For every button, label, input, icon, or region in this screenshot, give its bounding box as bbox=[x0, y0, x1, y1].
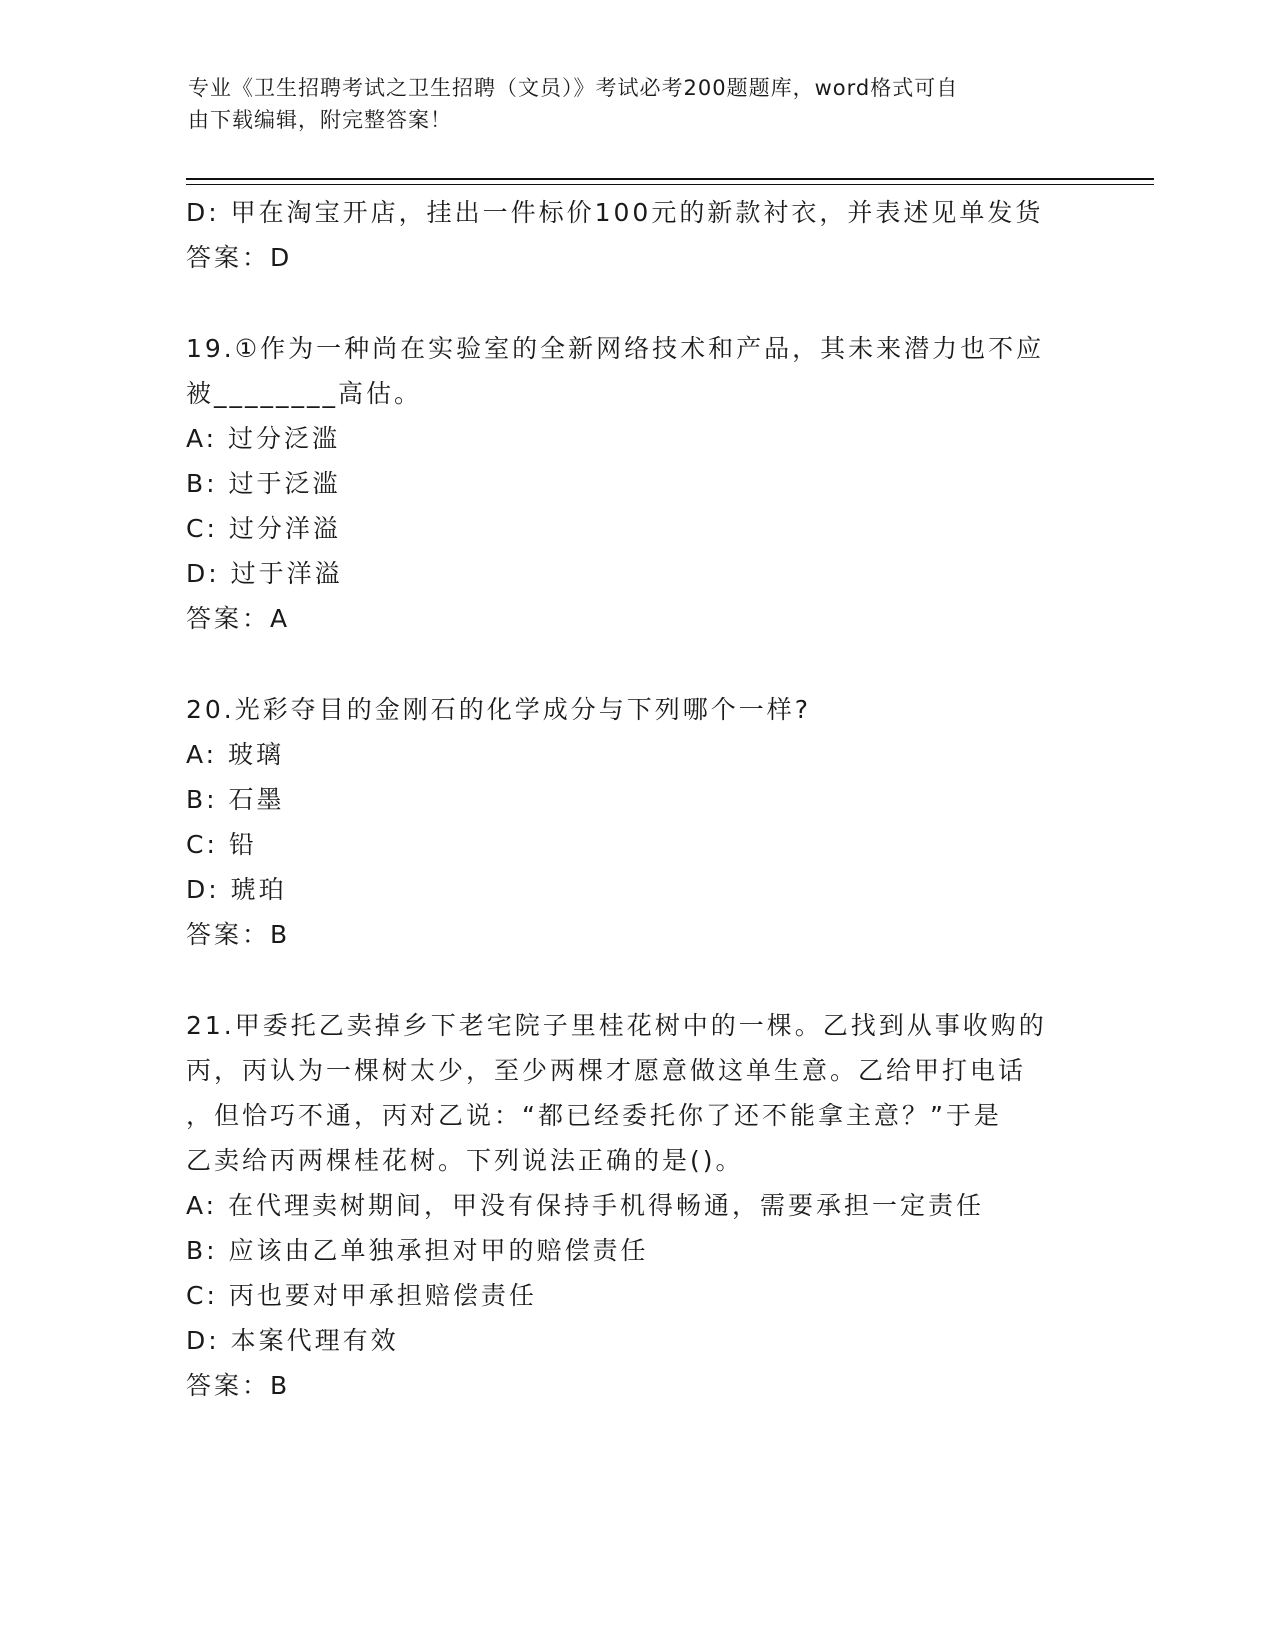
question-19 bbox=[186, 326, 1086, 641]
question-21-option-c: C: 丙也要对甲承担赔偿责任 bbox=[186, 1281, 537, 1310]
document-header bbox=[188, 72, 1068, 136]
question-20-option-a: A: 玻璃 bbox=[186, 740, 285, 769]
question-20-option-b: B: 石墨 bbox=[186, 785, 285, 814]
question-21-option-a: A: 在代理卖树期间，甲没有保持手机得畅通，需要承担一定责任 bbox=[186, 1191, 985, 1220]
question-21-stem-line-1: 21.甲委托乙卖掉乡下老宅院子里桂花树中的一棵。乙找到从事收购的 bbox=[186, 1011, 1047, 1040]
question-21-stem-line-2: 丙，丙认为一棵树太少，至少两棵才愿意做这单生意。乙给甲打电话 bbox=[186, 1056, 1027, 1085]
question-19-option-b: B: 过于泛滥 bbox=[186, 469, 341, 498]
question-20 bbox=[186, 687, 1086, 957]
header-line-2: 由下载编辑，附完整答案！ bbox=[188, 108, 452, 132]
question-20-stem-line-1: 20.光彩夺目的金刚石的化学成分与下列哪个一样? bbox=[186, 695, 812, 724]
header-divider-thick bbox=[186, 178, 1154, 180]
question-21 bbox=[186, 1003, 1086, 1408]
question-20-option-d: D: 琥珀 bbox=[186, 875, 287, 904]
question-content bbox=[186, 190, 1086, 1408]
question-20-answer: 答案：B bbox=[186, 920, 291, 949]
question-21-answer: 答案：B bbox=[186, 1371, 291, 1400]
prev-option-d: D: 甲在淘宝开店，挂出一件标价100元的新款衬衣，并表述见单发货 bbox=[186, 198, 1044, 227]
question-19-option-d: D: 过于洋溢 bbox=[186, 559, 343, 588]
question-21-option-b: B: 应该由乙单独承担对甲的赔偿责任 bbox=[186, 1236, 649, 1265]
question-19-stem-line-1: 19.①作为一种尚在实验室的全新网络技术和产品，其未来潜力也不应 bbox=[186, 334, 1045, 363]
header-line-1: 专业《卫生招聘考试之卫生招聘（文员）》考试必考200题题库，word格式可自 bbox=[188, 76, 959, 100]
question-21-stem-line-3: ，但恰巧不通，丙对乙说：“都已经委托你了还不能拿主意？”于是 bbox=[186, 1101, 1002, 1130]
header-divider-thin bbox=[186, 184, 1154, 185]
question-21-stem-line-4: 乙卖给丙两棵桂花树。下列说法正确的是()。 bbox=[186, 1146, 744, 1175]
question-21-option-d: D: 本案代理有效 bbox=[186, 1326, 399, 1355]
question-19-option-a: A: 过分泛滥 bbox=[186, 424, 341, 453]
question-19-stem-line-2: 被________高估。 bbox=[186, 379, 423, 408]
question-19-option-c: C: 过分洋溢 bbox=[186, 514, 341, 543]
prev-answer: 答案：D bbox=[186, 243, 293, 272]
question-19-answer: 答案：A bbox=[186, 604, 291, 633]
question-20-option-c: C: 铅 bbox=[186, 830, 257, 859]
